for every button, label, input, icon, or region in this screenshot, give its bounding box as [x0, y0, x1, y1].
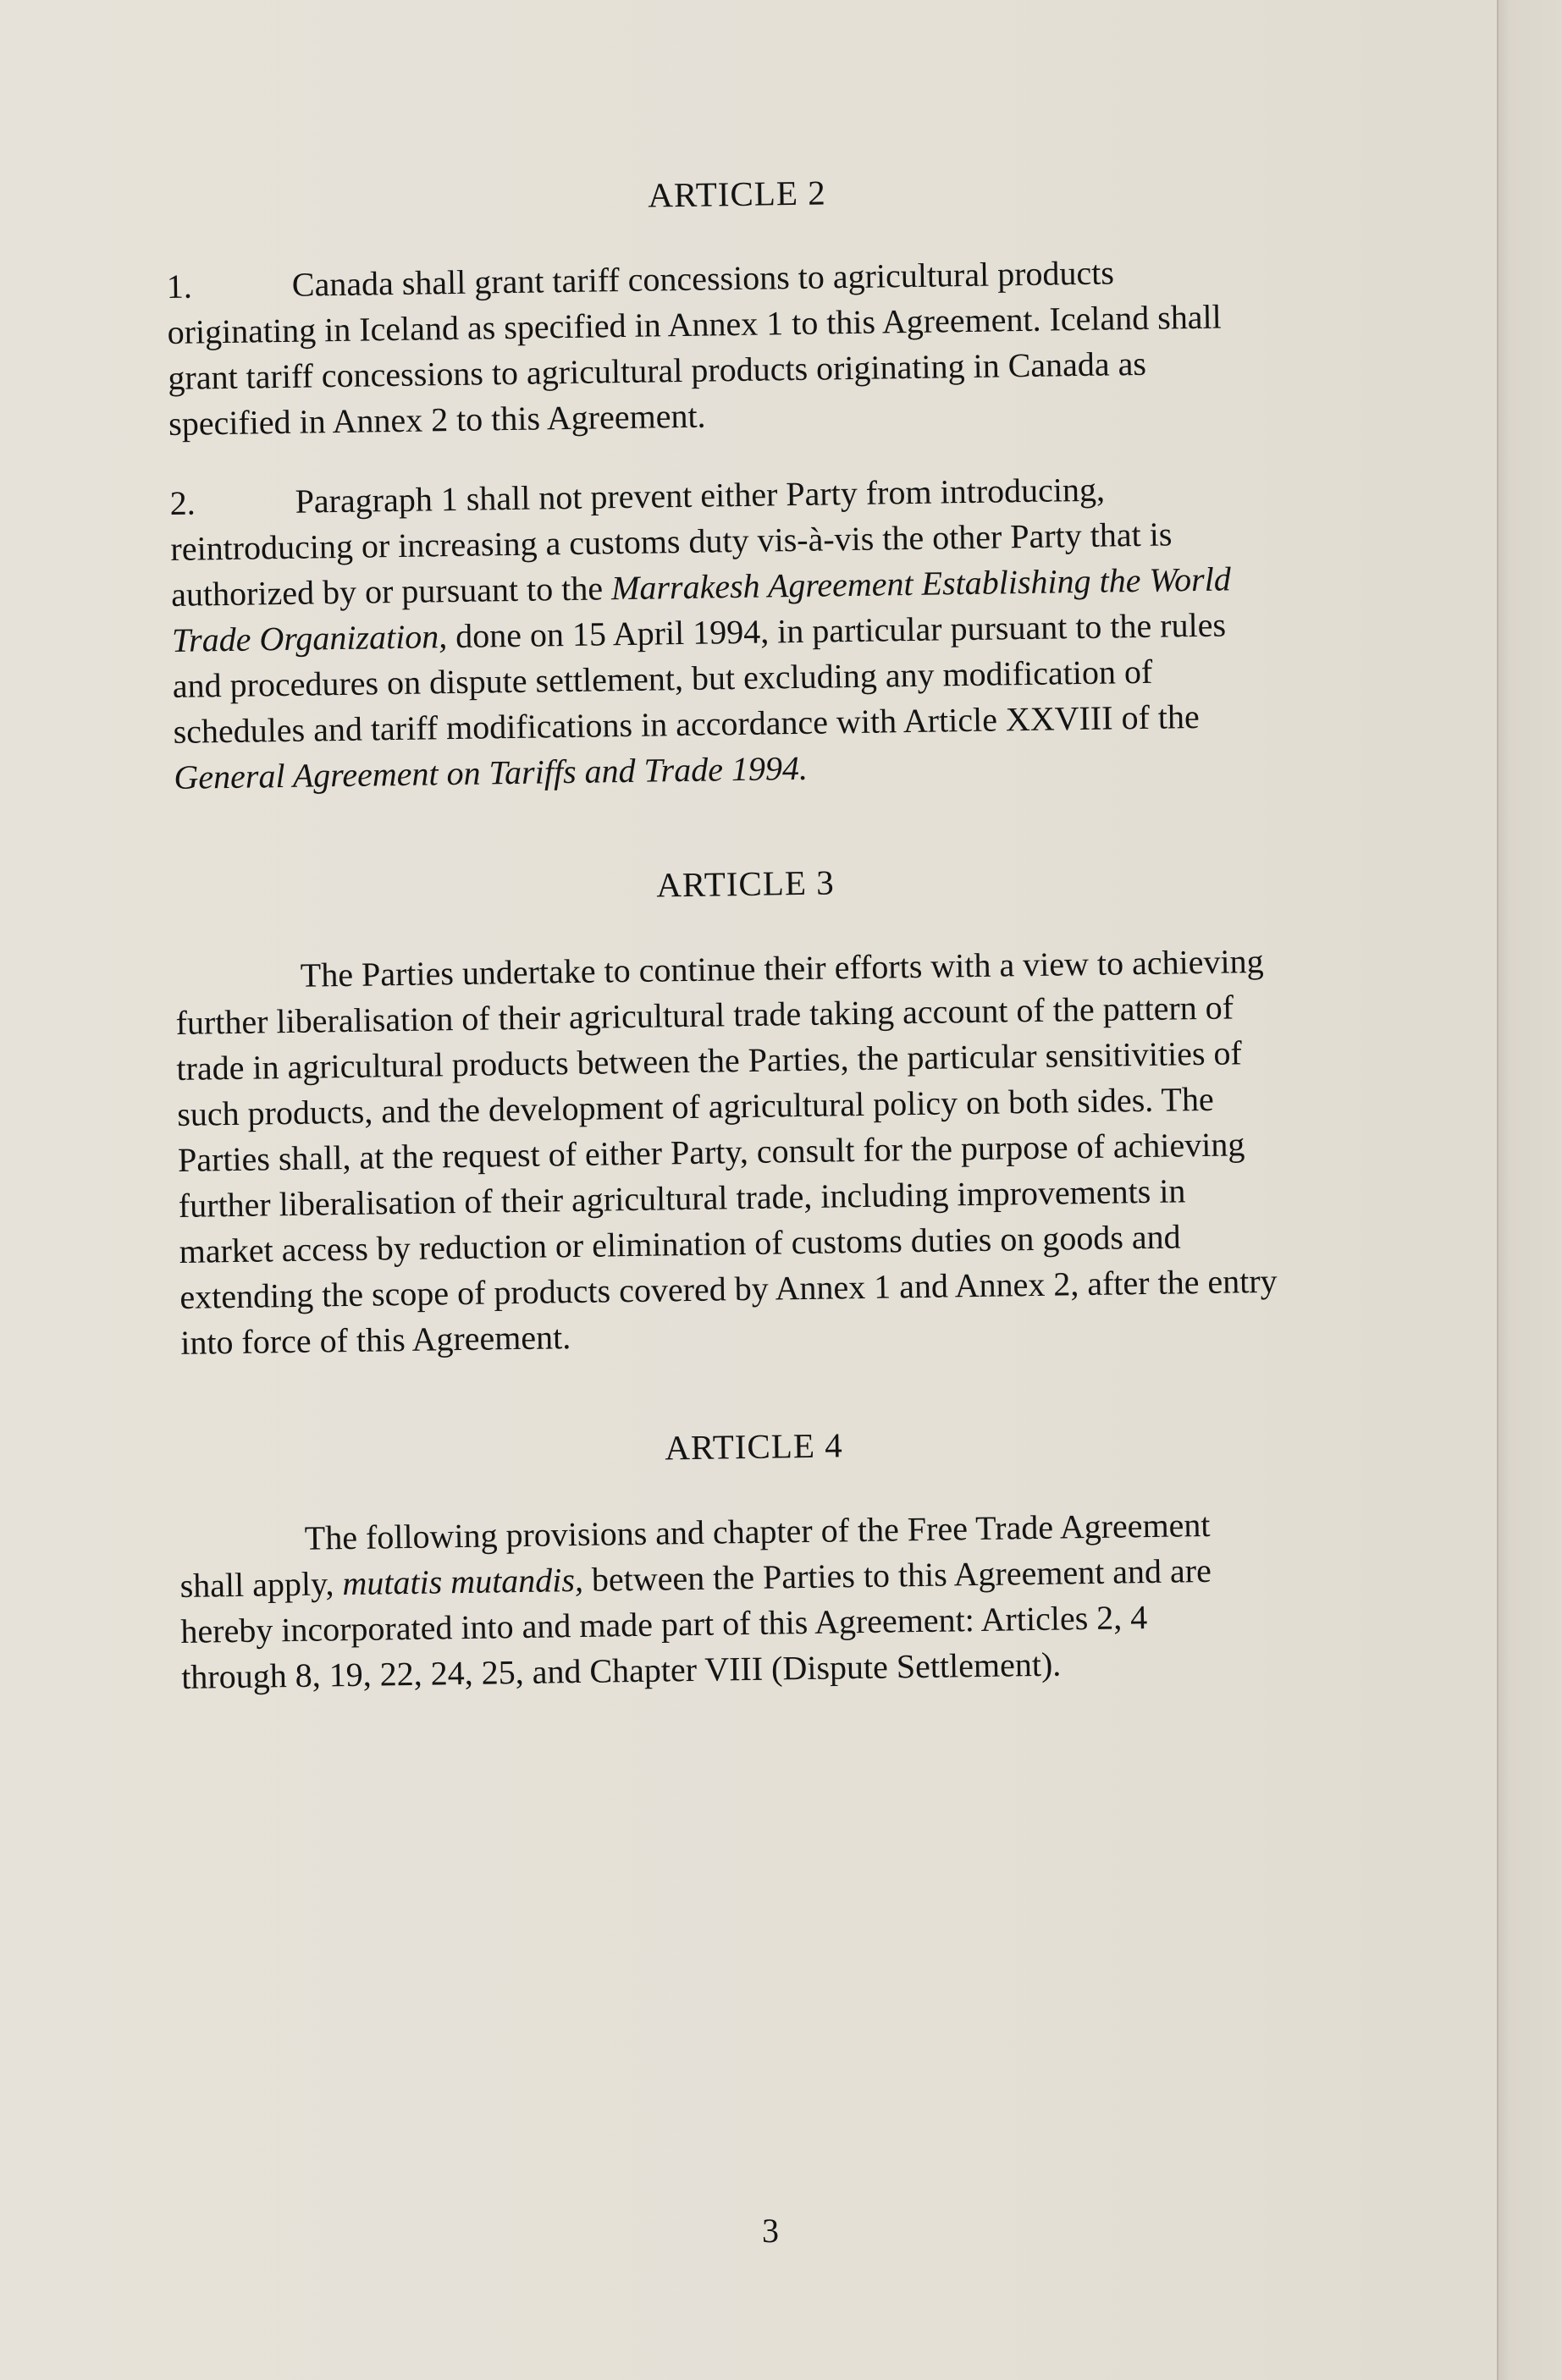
article-2-heading: ARTICLE 2 — [647, 173, 827, 215]
paragraph-line: The following provisions and chapter of the Free Trade Agreement — [304, 1505, 1211, 1557]
paragraph-line: specified in Annex 2 to this Agreement. — [168, 396, 706, 443]
paragraph-line: reintroducing or increasing a customs duty vis-à-vis the other Party that is — [170, 515, 1173, 568]
paragraph-number: 2. — [169, 483, 196, 522]
article-3-section — [174, 854, 1359, 1362]
paragraph-line: The Parties undertake to continue their efforts with a view to achieving — [300, 941, 1264, 994]
paragraph-line: and procedures on dispute settlement, but excluding any modification of — [172, 652, 1153, 705]
paragraph-line: hereby incorporated into and made part of this Agreement: Articles 2, 4 — [180, 1598, 1148, 1650]
paragraph-line: extending the scope of products covered by Annex 1 and Annex 2, after the entry — [179, 1261, 1278, 1316]
paragraph-line: such products, and the development of agricultural policy on both sides. The — [176, 1079, 1214, 1133]
article-4-paragraph — [179, 1501, 1341, 1700]
article-2-paragraph-1 — [166, 247, 1328, 447]
paragraph-line: further liberalisation of their agricultural trade taking account of the pattern of — [175, 988, 1234, 1042]
paragraph-line: Trade Organization, done on 15 April 1994, in particular pursuant to the rules — [171, 605, 1227, 659]
paragraph-line: authorized by or pursuant to the Marrakesh Agreement Establishing the World — [170, 559, 1232, 614]
paragraph-line: through 8, 19, 22, 24, 25, and Chapter VIII (Dispute Settlement). — [180, 1645, 1062, 1696]
paragraph-line: further liberalisation of their agricultural trade, including improvements in — [178, 1171, 1186, 1225]
article-2-paragraph-2 — [169, 464, 1333, 801]
paragraph-line: Parties shall, at the request of either Party, consult for the purpose of achieving — [177, 1125, 1245, 1179]
paragraph-line: 1. Canada shall grant tariff concessions to agricultural products — [166, 247, 1327, 310]
treaty-title-italic: Marrakesh Agreement Establishing the World — [610, 559, 1232, 608]
paragraph-line: grant tariff concessions to agricultural products originating in Canada as — [168, 344, 1147, 397]
latin-phrase-italic: mutatis mutandis, — [342, 1560, 584, 1603]
page-number: 3 — [762, 2212, 779, 2250]
treaty-title-italic: Trade Organization, — [171, 617, 448, 659]
article-3-paragraph — [174, 938, 1340, 1366]
article-4-section — [178, 1417, 1363, 1696]
article-2-section — [165, 164, 1350, 796]
paragraph-line: market access by reduction or elimination of customs duties on goods and — [179, 1217, 1181, 1270]
paragraph-line: originating in Iceland as specified in Annex 1 to this Agreement. Iceland shall — [167, 297, 1223, 351]
article-3-heading: ARTICLE 3 — [655, 862, 836, 905]
paragraph-line: shall apply, mutatis mutandis, between the Parties to this Agreement and are — [179, 1551, 1212, 1605]
paragraph-line: into force of this Agreement. — [179, 1318, 571, 1362]
binding-edge — [1497, 0, 1562, 2380]
paragraph-number: 1. — [166, 267, 193, 306]
paragraph-line: 2. Paragraph 1 shall not prevent either Party from introducing, — [169, 464, 1330, 526]
treaty-title-italic: General Agreement on Tariffs and Trade 1994. — [174, 748, 809, 796]
paragraph-line: schedules and tariff modifications in accordance with Article XXVIII of the — [173, 697, 1200, 751]
paragraph-line: trade in agricultural products between the Parties, the particular sensitivities of — [176, 1033, 1243, 1088]
article-4-heading: ARTICLE 4 — [664, 1425, 844, 1468]
